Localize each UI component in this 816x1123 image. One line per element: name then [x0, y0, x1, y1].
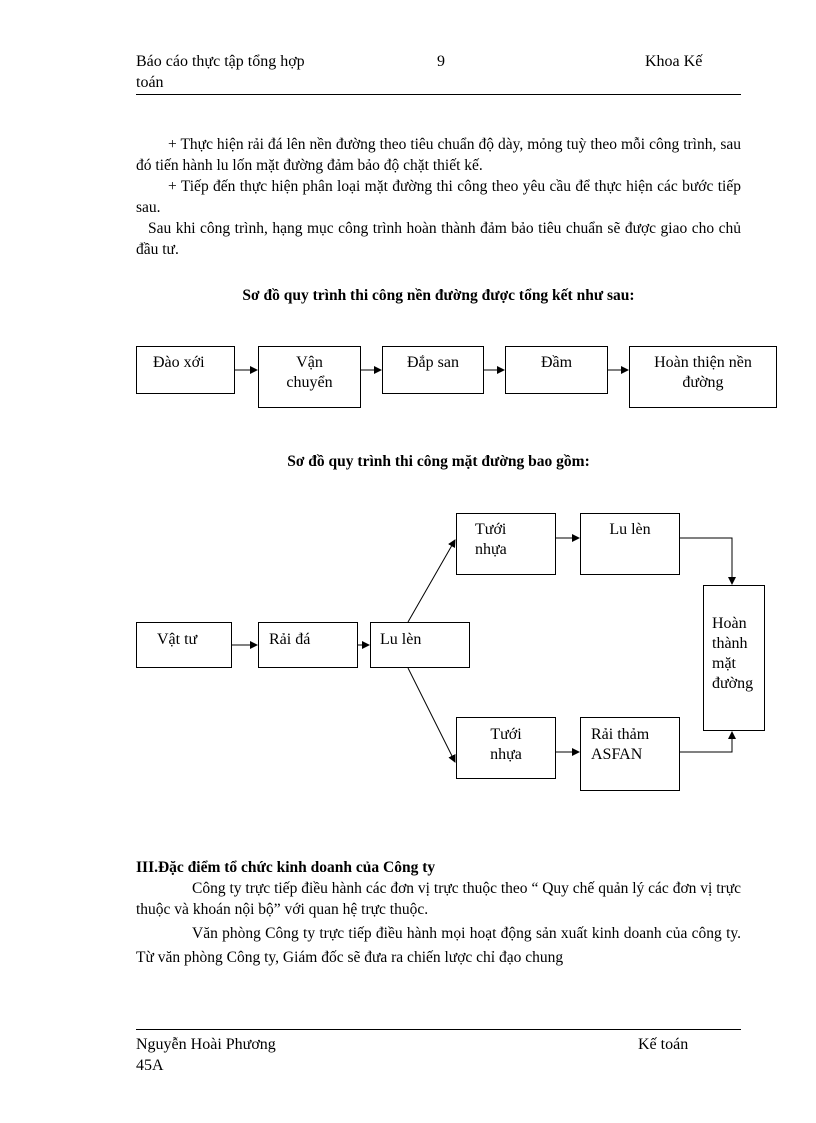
section3-paragraph-2: Văn phòng Công ty trực tiếp điều hành mọi hoạt động sản xuất kinh doanh của công ty. Từ văn phòng Công ty, Giám đốc sẽ đưa ra chiến lược chỉ đạo chung [136, 925, 741, 966]
arrow-lu-len-to-tuoi-nhua-top [408, 540, 455, 622]
step-hoan-thanh-label-3: mặt [712, 655, 736, 672]
footer-left [136, 1034, 386, 1076]
step-rai-da-label: Rải đá [269, 631, 311, 648]
step-hoan-thanh-label-4: đường [712, 675, 754, 692]
step-tuoi-nhua-bottom-label-2: nhựa [490, 746, 522, 763]
footer-right: Kế toán [638, 1036, 689, 1053]
step-dam-label: Đầm [540, 354, 573, 371]
intro-paragraph-2: + Tiếp đến thực hiện phân loại mặt đường thi công theo yêu cầu để thực hiện các bước tiếp sau. [136, 178, 741, 216]
step-rai-tham-label-1: Rải thảm [591, 726, 650, 743]
step-dap-san-label: Đắp san [407, 354, 459, 371]
section3-paragraph-1: Công ty trực tiếp điều hành các đơn vị trực thuộc theo “ Quy chế quản lý các đơn vị trực thuộc và khoán nội bộ” với quan hệ trực thuộc. [136, 880, 741, 918]
step-hoan-thien-label-1: Hoàn thiện nền [654, 354, 752, 371]
section3 [136, 857, 741, 970]
step-dao-xoi-label: Đào xới [153, 354, 205, 371]
arrow-rai-tham-to-hoan-thanh [680, 732, 732, 752]
footer-author: Nguyễn Hoài Phương [136, 1036, 276, 1053]
arrow-lu-len-to-hoan-thanh [680, 538, 732, 584]
step-hoan-thanh-label-1: Hoàn [712, 615, 747, 632]
step-hoan-thien-label-2: đường [682, 374, 724, 391]
diagram2-title: Sơ đồ quy trình thi công mặt đường bao gồm: [287, 453, 590, 470]
step-tuoi-nhua-bottom-label-1: Tưới [490, 726, 522, 743]
footer-class: 45A [136, 1057, 164, 1074]
step-van-chuyen-label-1: Vận [296, 354, 323, 371]
step-lu-len-2-label: Lu lèn [609, 521, 651, 538]
page-number: 9 [437, 53, 445, 70]
section3-heading: III.Đặc điểm tổ chức kinh doanh của Công ty [136, 859, 436, 876]
step-hoan-thanh-label-2: thành [712, 635, 748, 652]
step-lu-len-1-label: Lu lèn [380, 631, 422, 648]
step-tuoi-nhua-top-label-1: Tưới [475, 521, 507, 538]
step-rai-tham-label-2: ASFAN [591, 746, 643, 763]
diagram1-title: Sơ đồ quy trình thi công nền đường được tổng kết như sau: [242, 287, 635, 304]
arrow-lu-len-to-tuoi-nhua-bottom [408, 668, 455, 762]
step-tuoi-nhua-top-label-2: nhựa [475, 541, 507, 558]
intro-paragraph-3: Sau khi công trình, hạng mục công trình hoàn thành đảm bảo tiêu chuẩn sẽ được giao cho chủ đầu tư. [136, 220, 741, 258]
step-van-chuyen-label-2: chuyển [286, 374, 333, 391]
step-vat-tu-label: Vật tư [157, 631, 198, 648]
footer-rule [136, 1029, 741, 1030]
intro-paragraph-1: + Thực hiện rải đá lên nền đường theo tiêu chuẩn độ dày, mỏng tuỳ theo mỗi công trình, sau đó tiến hành lu lốn mặt đường đảm bảo độ chặt thiết kế. [136, 136, 741, 174]
header-title-cont: toán [136, 74, 164, 91]
header-right: Khoa Kế [645, 53, 703, 70]
header-title: Báo cáo thực tập tổng hợp [136, 53, 305, 70]
